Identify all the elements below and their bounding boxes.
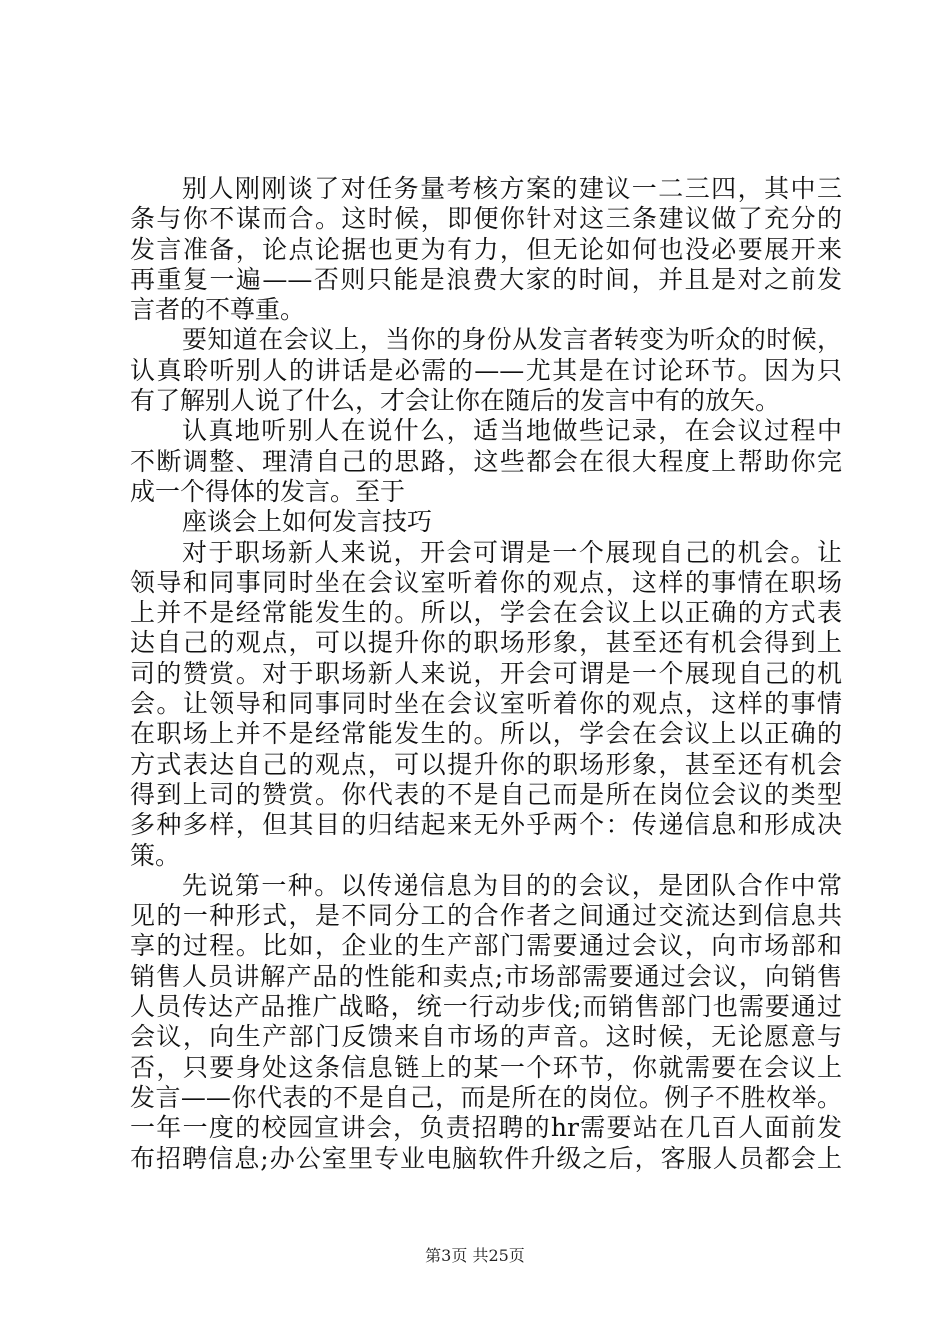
- text-line: 见的一种形式，是不同分工的合作者之间通过交流达到信息共: [130, 901, 842, 931]
- text-line: 否，只要身处这条信息链上的某一个环节，你就需要在会议上: [130, 1052, 842, 1082]
- text-line: 再重复一遍——否则只能是浪费大家的时间，并且是对之前发: [130, 264, 842, 294]
- text-line: 会议，向生产部门反馈来自市场的声音。这时候，无论愿意与: [130, 1022, 842, 1052]
- text-line: 策。: [130, 840, 181, 870]
- text-line: 有了解别人说了什么，才会让你在随后的发言中有的放矢。: [130, 386, 781, 416]
- paragraph: [130, 416, 842, 507]
- text-line: 别人刚刚谈了对任务量考核方案的建议一二三四，其中三: [182, 174, 842, 203]
- text-line: 认真聆听别人的讲话是必需的——尤其是在讨论环节。因为只: [130, 355, 842, 385]
- text-line: 不断调整、理清自己的思路，这些都会在很大程度上帮助你完: [130, 446, 842, 476]
- section-heading: [130, 507, 842, 537]
- text-line: 会。让领导和同事同时坐在会议室听着你的观点，这样的事情: [130, 689, 842, 719]
- paragraph: [130, 174, 842, 325]
- text-line: 领导和同事同时坐在会议室听着你的观点，这样的事情在职场: [130, 567, 842, 597]
- text-line: 享的过程。比如，企业的生产部门需要通过会议，向市场部和: [130, 931, 842, 961]
- text-line: 发言准备，论点论据也更为有力，但无论如何也没必要展开来: [130, 234, 842, 264]
- text-line: 一年一度的校园宣讲会，负责招聘的hr需要站在几百人面前发: [130, 1113, 842, 1143]
- paragraph: [130, 325, 842, 416]
- text-line: 条与你不谋而合。这时候，即便你针对这三条建议做了充分的: [130, 204, 842, 234]
- text-line: 先说第一种。以传递信息为目的的会议，是团队合作中常: [182, 870, 842, 900]
- text-line: 多种多样，但其目的归结起来无外乎两个：传递信息和形成决: [130, 810, 842, 840]
- text-line: 布招聘信息;办公室里专业电脑软件升级之后，客服人员都会上: [130, 1143, 842, 1173]
- text-line: 上并不是经常能发生的。所以，学会在会议上以正确的方式表: [130, 598, 842, 628]
- document-body: [130, 174, 842, 1174]
- text-line: 达自己的观点，可以提升你的职场形象，甚至还有机会得到上: [130, 628, 842, 658]
- paragraph: [130, 538, 842, 871]
- text-line: 方式表达自己的观点，可以提升你的职场形象，甚至还有机会: [130, 749, 842, 779]
- text-line: 得到上司的赞赏。你代表的不是自己而是所在岗位会议的类型: [130, 779, 842, 809]
- text-line: 对于职场新人来说，开会可谓是一个展现自己的机会。让: [182, 537, 842, 567]
- text-line: 言者的不尊重。: [130, 295, 306, 325]
- text-line: 座谈会上如何发言技巧: [182, 507, 433, 537]
- paragraph: [130, 871, 842, 1174]
- text-line: 成一个得体的发言。至于: [130, 476, 406, 506]
- text-line: 人员传达产品推广战略，统一行动步伐;而销售部门也需要通过: [130, 992, 842, 1022]
- text-line: 销售人员讲解产品的性能和卖点;市场部需要通过会议，向销售: [130, 961, 842, 991]
- text-line: 在职场上并不是经常能发生的。所以，学会在会议上以正确的: [130, 719, 842, 749]
- page-number: 第3页 共25页: [425, 1246, 525, 1265]
- text-line: 要知道在会议上，当你的身份从发言者转变为听众的时候，: [182, 325, 842, 355]
- text-line: 发言——你代表的不是自己，而是所在的岗位。例子不胜枚举。: [130, 1082, 842, 1112]
- text-line: 认真地听别人在说什么，适当地做些记录，在会议过程中: [182, 416, 842, 446]
- text-line: 司的赞赏。对于职场新人来说，开会可谓是一个展现自己的机: [130, 658, 842, 688]
